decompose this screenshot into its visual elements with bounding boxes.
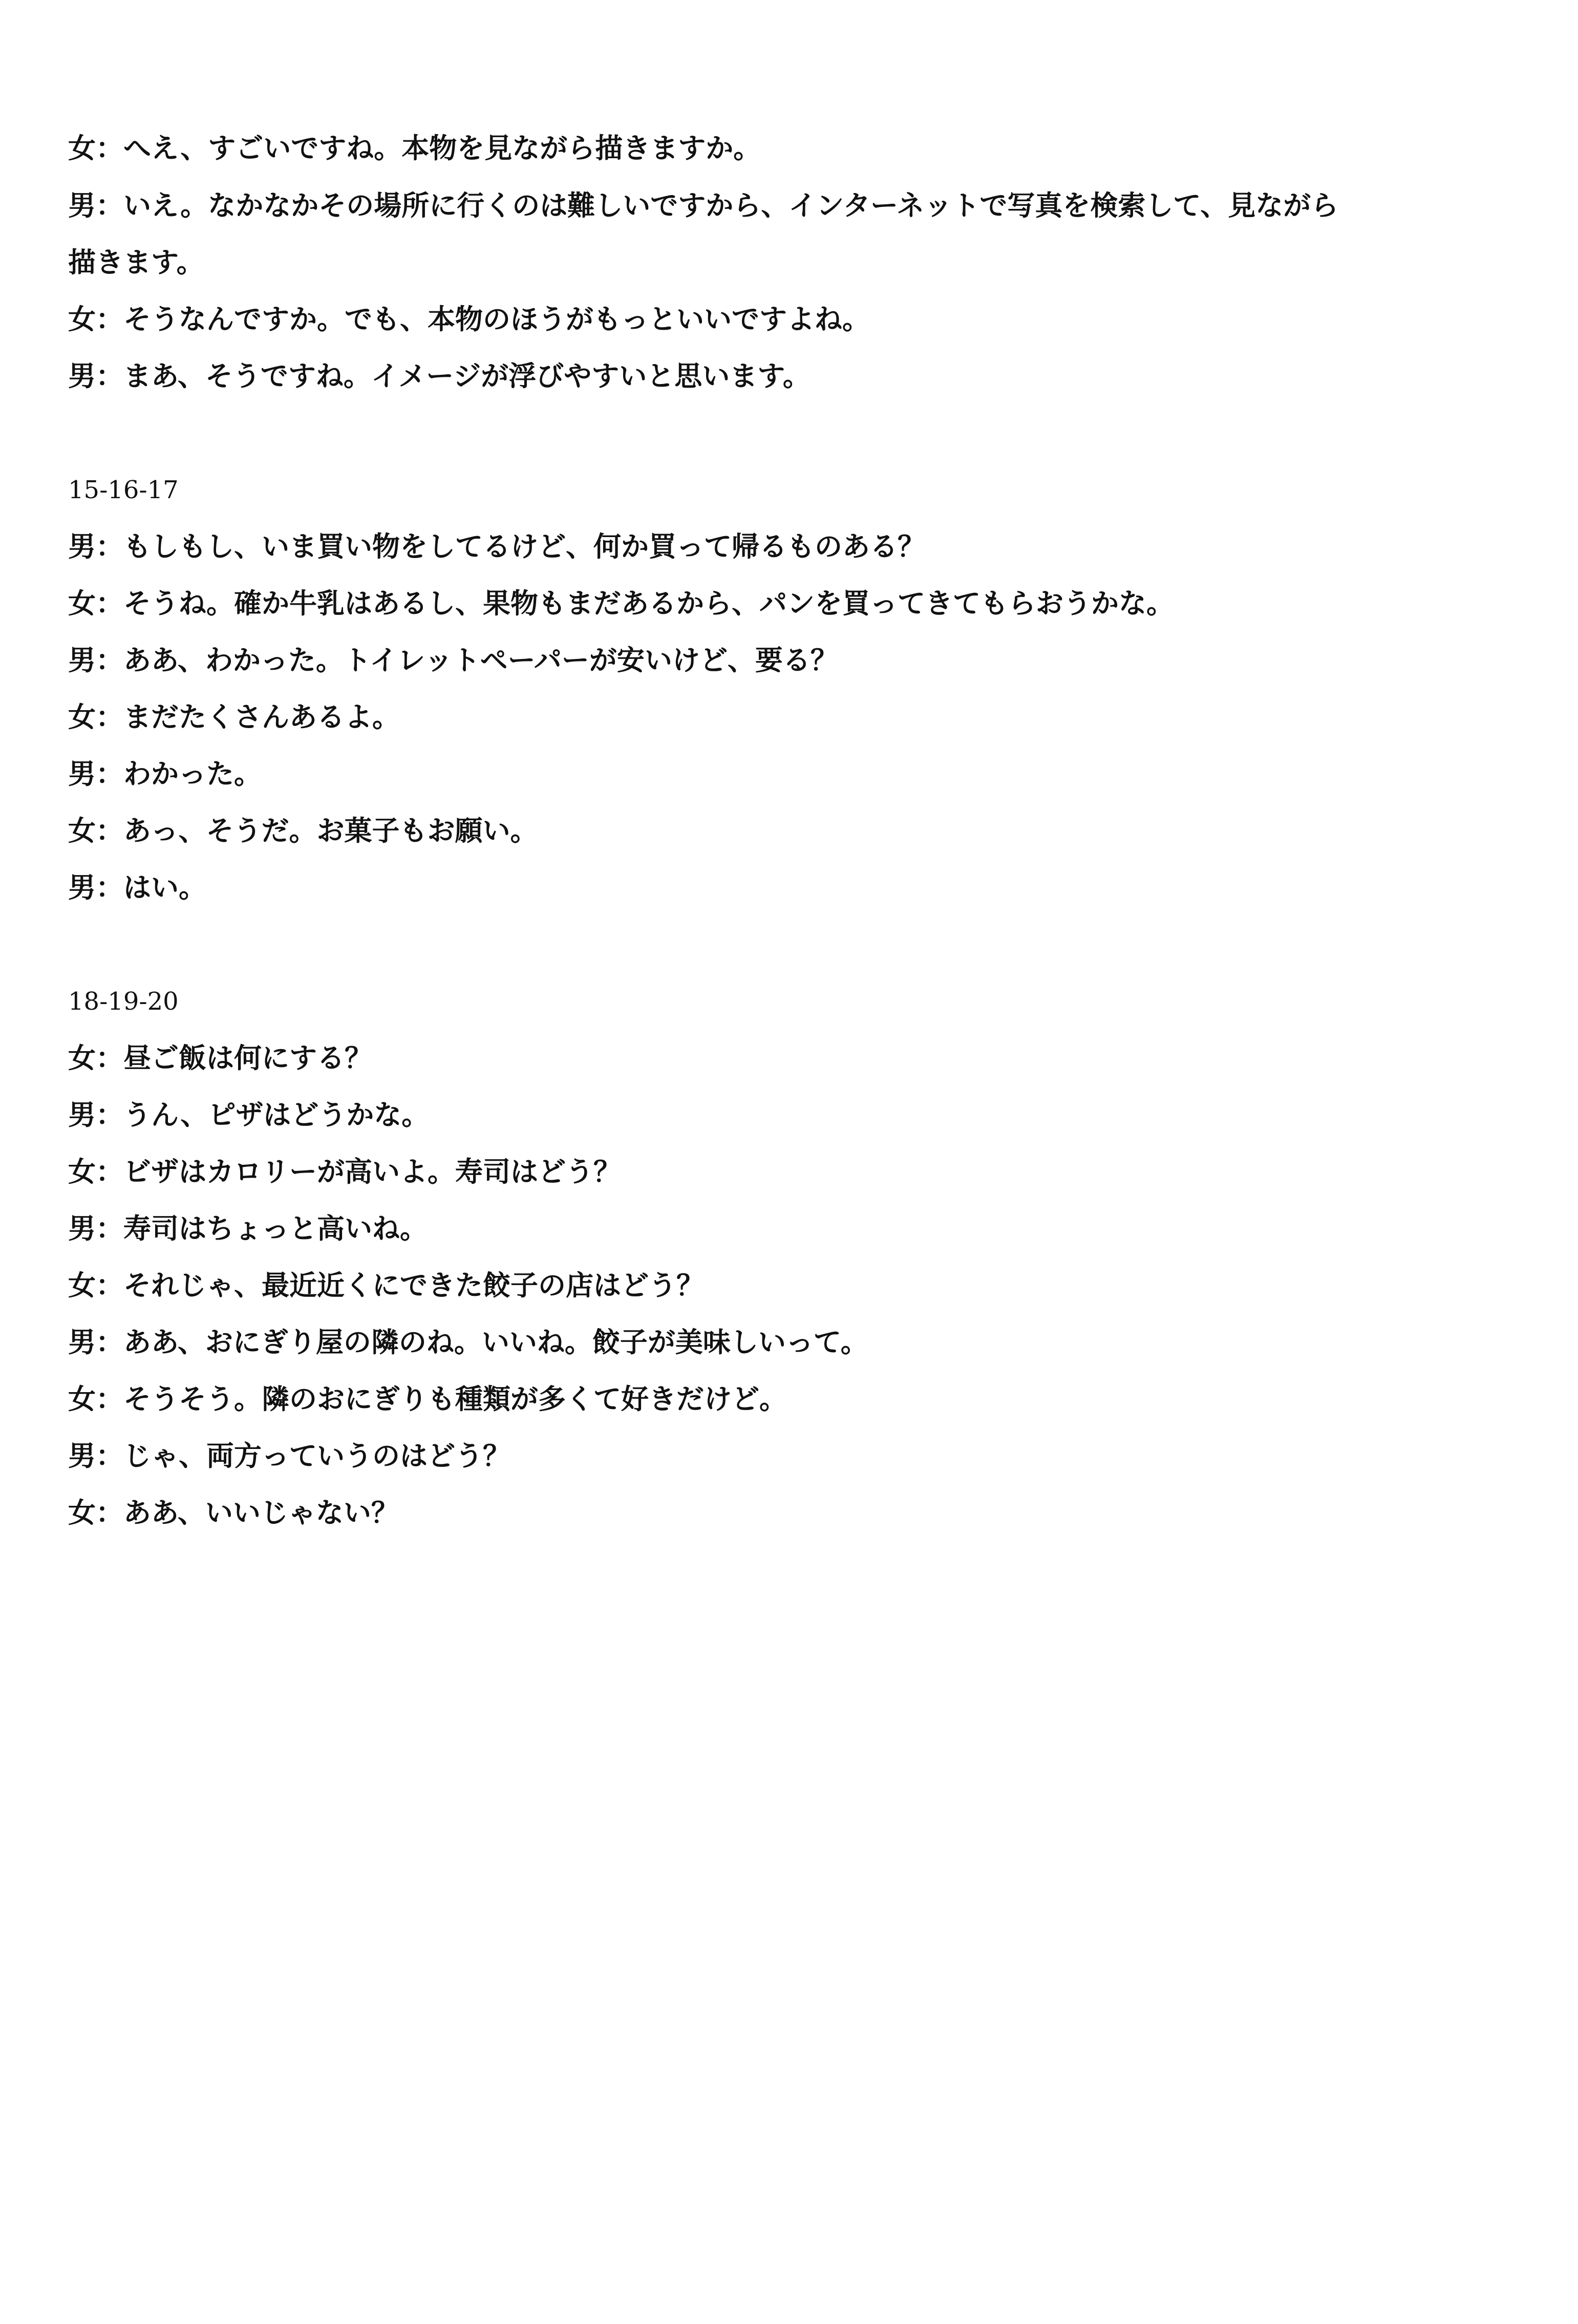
dialogue-line: 女：それじゃ、最近近くにできた餃子の店はどう？ [68,1269,704,1302]
dialogue-line: 女：まだたくさんあるよ。 [68,701,400,733]
dialogue-line: 男：じゃ、両方っていうのはどう？ [68,1440,510,1472]
dialogue-line: 女：そうなんですか。でも、本物のほうがもっといいですよね。 [68,303,870,335]
dialogue-line: 描きます。 [68,246,204,279]
section-number: 18-19-20 [68,987,179,1016]
dialogue-line: 男：いえ。なかなかその場所に行くのは難しいですから、インターネットで写真を検索して、見ながら [68,189,1339,222]
dialogue-line: 女：あっ、そうだ。お菓子もお願い。 [68,815,538,847]
dialogue-line: 女：昼ご飯は何にする？ [68,1042,372,1074]
dialogue-line: 男：うん、ピザはどうかな。 [68,1099,430,1131]
dialogue-line: 男：ああ、わかった。トイレットペーパーが安いけど、要る？ [68,644,838,676]
dialogue-line: 男：はい。 [68,871,206,904]
dialogue-line: 女：ああ、いいじゃない？ [68,1497,399,1529]
dialogue-line: 女：そうね。確か牛乳はあるし、果物もまだあるから、パンを買ってきてもらおうかな。 [68,587,1174,620]
dialogue-line: 女：ビザはカロリーが高いよ。寿司はどう？ [68,1156,621,1188]
dialogue-line: 女：そうそう。隣のおにぎりも種類が多くて好きだけど。 [68,1383,787,1415]
dialogue-line: 男：わかった。 [68,758,262,790]
dialogue-line: 男：もしもし、いま買い物をしてるけど、何か買って帰るものある？ [68,530,925,563]
dialogue-line: 男：ああ、おにぎり屋の隣のね。いいね。餃子が美味しいって。 [68,1326,868,1358]
dialogue-line: 男：まあ、そうですね。イメージが浮びやすいと思います。 [68,360,811,392]
dialogue-line: 女：へえ、すごいですね。本物を見ながら描きますか。 [68,132,761,164]
section-number: 15-16-17 [68,476,179,504]
dialogue-line: 男：寿司はちょっと高いね。 [68,1212,428,1245]
